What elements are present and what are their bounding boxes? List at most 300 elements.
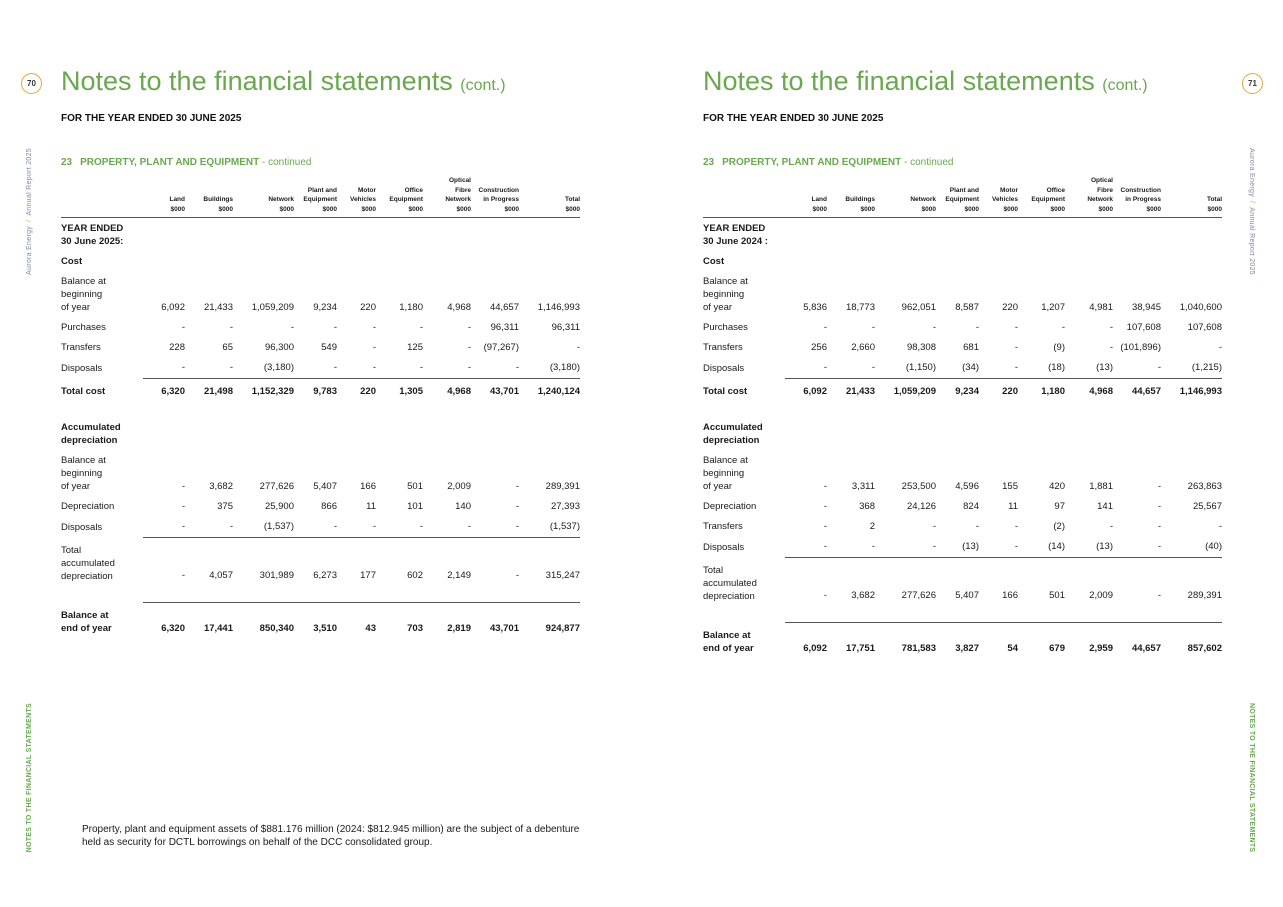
row-label [703,451,785,497]
row-label [61,517,143,538]
column-header-line: Total [564,196,580,203]
cell-value: - [515,501,519,512]
column-unit: $000 [964,205,979,213]
row-label-line: of year [61,481,91,492]
cell-value: - [871,322,875,333]
cell-value: - [1014,521,1018,532]
cell-value: 228 [169,342,185,353]
cell-value: - [333,362,337,373]
cell-value: 6,092 [161,302,185,313]
cell-value: - [871,541,875,552]
cell-value: - [932,322,936,333]
cell-value: 21,433 [827,379,875,419]
accumulated-heading: Accumulated depreciation [703,422,763,446]
cell-value: - [419,521,423,532]
cell-value: - [372,362,376,373]
cell-value: 166 [360,481,376,492]
cell-value: - [975,322,979,333]
table-row [703,497,1222,517]
cell-value: 3,682 [209,481,233,492]
cell-value: 6,092 [785,623,827,660]
column-header-line: Equipment [1031,196,1065,203]
cell-value: 140 [455,501,471,512]
column-header-line: Network [910,196,936,203]
cell-value: 44,657 [1113,623,1161,660]
column-unit: $000 [921,205,936,213]
table-row [703,451,1222,497]
cell-value: 681 [963,342,979,353]
cell-value: - [871,362,875,373]
table-row [703,338,1222,358]
cell-value: 44,657 [1113,379,1161,419]
cell-value: 96,300 [264,342,294,353]
row-label [703,517,785,537]
cell-value: - [1014,541,1018,552]
cell-value: 9,234 [936,379,979,419]
cell-value: 3,510 [294,603,337,640]
column-header-line: Equipment [945,196,979,203]
cell-value: (13) [962,541,979,552]
column-header-line: Buildings [203,196,233,203]
cell-value: 501 [407,481,423,492]
cell-value: 1,180 [1018,379,1065,419]
cell-value: 166 [979,558,1018,623]
cell-value: 781,583 [875,623,936,660]
row-label-line: end of year [703,642,754,654]
cell-value: (40) [1205,541,1222,552]
cell-value: 220 [979,379,1018,419]
cell-value: - [1061,322,1065,333]
table-row [703,517,1222,537]
cell-value: 220 [360,302,376,313]
cell-value: - [419,322,423,333]
column-header-line: Office [1046,186,1065,194]
cell-value: - [1157,501,1161,512]
cell-value: - [1014,322,1018,333]
column-header-line: Vehicles [349,196,376,203]
cell-value: (1,215) [1191,362,1222,373]
cell-value: 43 [337,603,376,640]
column-header-line: Land [169,196,185,203]
row-label-line: of year [703,302,733,313]
column-unit: $000 [279,205,294,213]
cell-value: 277,626 [875,558,936,623]
column-header-line: Equipment [303,196,337,203]
cell-value: 1,180 [399,302,423,313]
row-label [61,538,143,603]
page-title: Notes to the financial statements (cont.) [61,66,506,96]
cell-value: - [471,538,519,603]
year-heading-row [703,218,1222,253]
column-header-line: in Progress [1125,196,1161,203]
table-row [703,272,1222,318]
cell-value: 4,596 [955,481,979,492]
cell-value: (34) [962,362,979,373]
cell-value: 1,305 [376,379,423,419]
year-heading: YEAR ENDED 30 June 2024 : [703,223,768,247]
cell-value: - [229,322,233,333]
cell-value: (13) [1096,362,1113,373]
cell-value: 1,240,124 [519,379,580,419]
accumulated-heading-row [61,418,580,451]
row-label [703,558,785,623]
cell-value: - [823,541,827,552]
table-row [61,517,580,538]
column-unit: $000 [218,205,233,213]
cell-value: 2,009 [1065,558,1113,623]
cell-value: - [419,362,423,373]
cell-value: - [372,322,376,333]
column-header-line: Plant and [307,186,337,194]
cell-value: 5,836 [803,302,827,313]
cell-value: 107,608 [1126,322,1161,333]
row-label [61,358,143,379]
cell-value: 1,146,993 [537,302,580,313]
row-label-line: Balance at [61,455,106,466]
cell-value: - [823,521,827,532]
cell-value: 3,682 [827,558,875,623]
accumulated-heading-row [703,418,1222,451]
cell-value: (3,180) [263,362,294,373]
cost-heading: Cost [61,256,83,267]
column-unit: $000 [1098,205,1113,213]
cell-value: 301,989 [233,538,294,603]
cell-value: - [290,322,294,333]
cell-value: 141 [1097,501,1113,512]
header-label-cell [703,176,785,218]
total-cost-row [703,379,1222,419]
row-label-line: Transfers [61,342,101,353]
cell-value: 21,498 [185,379,233,419]
row-label [703,318,785,338]
header-label-cell [61,176,143,218]
cell-value: 857,602 [1161,623,1222,660]
column-unit: $000 [408,205,423,213]
accumulated-heading: Accumulated depreciation [61,422,121,446]
column-header [471,176,519,218]
row-label [61,497,143,517]
row-label-line: Total [703,564,724,576]
cell-value: 2,660 [851,342,875,353]
cell-value: 27,393 [550,501,580,512]
cell-value: (101,896) [1120,342,1161,353]
row-label [61,451,143,497]
cell-value: (2) [1053,521,1065,532]
cell-value: - [576,342,580,353]
section-side-label: NOTES TO THE FINANCIAL STATEMENTS [1248,703,1255,853]
cell-value: - [1109,322,1113,333]
cell-value: 17,441 [185,603,233,640]
table-row [61,338,580,358]
cell-value: (13) [1096,541,1113,552]
cell-value: 289,391 [1161,558,1222,623]
row-label-line: Disposals [61,362,103,374]
row-label-line: Purchases [61,322,106,333]
cell-value: 703 [376,603,423,640]
cell-value: 44,657 [489,302,519,313]
cell-value: - [515,481,519,492]
column-header [519,176,580,218]
cell-value: - [823,362,827,373]
row-label-line: Purchases [703,322,748,333]
column-unit: $000 [456,205,471,213]
page-number: 70 [21,73,42,94]
row-label [703,358,785,379]
cell-value: 850,340 [233,603,294,640]
cell-value: 824 [963,501,979,512]
cell-value: 1,152,329 [233,379,294,419]
row-label [703,623,785,660]
row-label: Total cost [61,386,106,397]
column-header [875,176,936,218]
row-label-line: Total [61,544,82,556]
cell-value: 1,881 [1089,481,1113,492]
column-header-line: Equipment [389,196,423,203]
column-unit: $000 [812,205,827,213]
row-label-line: beginning [61,468,103,479]
cell-value: 25,567 [1192,501,1222,512]
row-label-line: depreciation [61,570,113,582]
column-unit: $000 [322,205,337,213]
table-row [61,358,580,379]
cell-value: (14) [1048,541,1065,552]
row-label-line: accumulated [703,577,757,589]
cell-value: (18) [1048,362,1065,373]
column-header [785,176,827,218]
row-label [703,272,785,318]
cell-value: - [932,521,936,532]
cell-value: 6,273 [294,538,337,603]
cell-value: - [467,342,471,353]
column-header-line: in Progress [483,196,519,203]
cell-value: - [143,538,185,603]
cell-value: - [1109,342,1113,353]
table-row [61,272,580,318]
cell-value: (9) [1053,342,1065,353]
cell-value: 38,945 [1131,302,1161,313]
cell-value: 24,126 [906,501,936,512]
cell-value: - [1014,342,1018,353]
cell-value: - [181,521,185,532]
cell-value: 220 [1002,302,1018,313]
cell-value: 65 [222,342,233,353]
cell-value: - [1014,362,1018,373]
row-label-line: Balance at [703,629,751,641]
column-unit: $000 [1207,205,1222,213]
cell-value: 6,320 [143,379,185,419]
row-label-line: beginning [61,289,103,300]
cell-value: - [181,322,185,333]
cell-value: 21,433 [203,302,233,313]
cell-value: 263,863 [1187,481,1222,492]
cell-value: - [785,558,827,623]
cost-heading-row [703,252,1222,272]
table-row [703,358,1222,379]
cell-value: - [1218,342,1222,353]
cell-value: 11 [1008,501,1018,512]
cell-value: - [181,481,185,492]
column-header-line: Network [445,196,471,203]
page-subtitle: FOR THE YEAR ENDED 30 JUNE 2025 [61,113,242,124]
cell-value: 277,626 [259,481,294,492]
column-unit: $000 [361,205,376,213]
cell-value: (1,537) [263,521,294,532]
report-side-label: Aurora Energy/Annual Report 2025 [1248,148,1255,275]
cell-value: 4,968 [1065,379,1113,419]
cell-value: 18,773 [845,302,875,313]
cell-value: - [1157,362,1161,373]
column-header-line: Construction [1120,186,1161,194]
cell-value: - [1157,541,1161,552]
header-row [61,176,580,218]
cell-value: (1,537) [549,521,580,532]
cell-value: 98,308 [906,342,936,353]
cell-value: 155 [1002,481,1018,492]
column-header [294,176,337,218]
cell-value: - [372,521,376,532]
column-header [979,176,1018,218]
cell-value: 2,009 [447,481,471,492]
cell-value: - [515,521,519,532]
ppe-table [703,176,1222,660]
page-title: Notes to the financial statements (cont.) [703,66,1148,96]
cell-value: 1,059,209 [875,379,936,419]
cell-value: 43,701 [471,379,519,419]
total-cost-row [61,379,580,419]
column-header-line: Land [811,196,827,203]
column-header-line: Plant and [949,186,979,194]
cell-value: 25,900 [264,501,294,512]
security-footnote: Property, plant and equipment assets of $881.176 million (2024: $812.945 million) are the subject of a debenture held as security for DCTL borrowings on behalf of the DCC consolidated group. [82,824,580,848]
cell-value: 549 [321,342,337,353]
total-accumulated-row [703,558,1222,623]
cell-value: 2,959 [1065,623,1113,660]
cell-value: 315,247 [519,538,580,603]
cell-value: - [229,521,233,532]
column-header [185,176,233,218]
cell-value: 2,819 [423,603,471,640]
row-label-line: Balance at [703,276,748,287]
table-row [703,537,1222,558]
cell-value: 96,311 [490,322,519,333]
column-header-line: Construction [478,186,519,194]
row-label-line: beginning [703,289,745,300]
column-header [936,176,979,218]
cell-value: 962,051 [901,302,936,313]
cell-value: (1,150) [905,362,936,373]
row-label-line: depreciation [703,590,755,602]
cell-value: 17,751 [827,623,875,660]
column-header-line: Network [268,196,294,203]
table-row [61,451,580,497]
cell-value: 5,407 [313,481,337,492]
cell-value: 4,057 [185,538,233,603]
cell-value: - [1109,521,1113,532]
column-unit: $000 [1003,205,1018,213]
column-header [827,176,875,218]
column-header-line: Fibre [455,186,471,194]
cell-value: - [467,521,471,532]
column-header [376,176,423,218]
cell-value: 924,877 [519,603,580,640]
row-label [703,338,785,358]
year-heading: YEAR ENDED 30 June 2025: [61,223,124,247]
row-label-line: Transfers [703,342,743,353]
section-side-label: NOTES TO THE FINANCIAL STATEMENTS [26,703,33,853]
year-heading-row [61,218,580,253]
row-label-line: of year [61,302,91,313]
column-header [1113,176,1161,218]
cell-value: 96,311 [551,322,580,333]
cell-value: 501 [1018,558,1065,623]
row-label-line: of year [703,481,733,492]
cell-value: 2,149 [423,538,471,603]
column-header-line: Buildings [845,196,875,203]
column-header [1065,176,1113,218]
cell-value: 679 [1018,623,1065,660]
column-unit: $000 [170,205,185,213]
cost-heading: Cost [703,256,725,267]
row-label-line: Balance at [61,276,106,287]
cell-value: 11 [366,501,376,512]
cell-value: 1,207 [1041,302,1065,313]
cell-value: 6,092 [785,379,827,419]
cell-value: 3,311 [851,481,875,492]
row-label-line: Disposals [61,521,103,533]
cell-value: (97,267) [483,342,519,353]
column-header-line: Motor [357,186,376,194]
cell-value: 866 [321,501,337,512]
cell-value: 54 [979,623,1018,660]
cell-value: - [467,322,471,333]
cell-value: - [333,322,337,333]
row-label-line: Disposals [703,541,745,553]
cell-value: - [823,322,827,333]
cell-value: - [333,521,337,532]
table-row [61,318,580,338]
cell-value: 1,040,600 [1179,302,1222,313]
cell-value: 4,981 [1089,302,1113,313]
cell-value: 256 [811,342,827,353]
column-unit: $000 [565,205,580,213]
cell-value: 125 [407,342,423,353]
row-label [61,603,143,640]
cell-value: 9,783 [294,379,337,419]
cell-value: 420 [1049,481,1065,492]
column-unit: $000 [860,205,875,213]
column-unit: $000 [1050,205,1065,213]
cell-value: 368 [859,501,875,512]
cell-value: 8,587 [955,302,979,313]
row-label: Total cost [703,386,748,397]
column-header-line: Optical [1090,177,1113,184]
column-header [337,176,376,218]
column-header-line: Fibre [1097,186,1113,194]
cell-value: 3,827 [936,623,979,660]
row-label [703,497,785,517]
row-label [61,318,143,338]
column-header-line: Total [1206,196,1222,203]
row-label [61,272,143,318]
cell-value: 4,968 [423,379,471,419]
row-label-line: Depreciation [703,501,757,512]
column-header-line: Network [1087,196,1113,203]
cell-value: - [1157,481,1161,492]
cell-value: 375 [217,501,233,512]
cell-value: - [975,521,979,532]
page-number: 71 [1242,73,1263,94]
row-label-line: Depreciation [61,501,115,512]
